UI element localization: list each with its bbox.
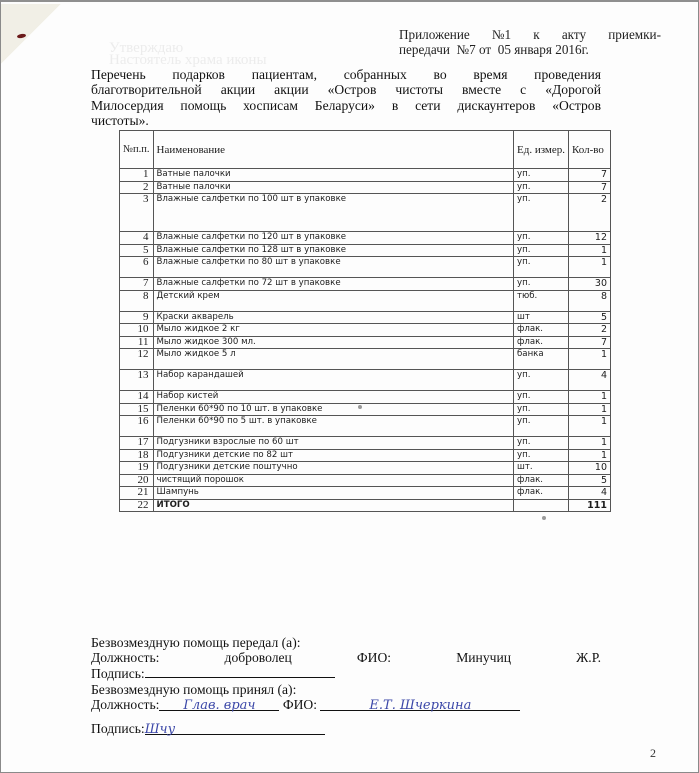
intro-line-1 — [91, 67, 601, 82]
received-by-label: Безвозмездную помощь принял (а): — [91, 681, 297, 697]
appendix-word: №1 — [491, 27, 512, 42]
header-unit: Ед. измер. — [514, 131, 569, 169]
item-quantity: 7 — [569, 169, 611, 182]
item-name: Мыло жидкое 300 мл. — [153, 336, 513, 349]
page-number: 2 — [650, 746, 656, 760]
item-quantity: 4 — [569, 370, 611, 391]
row-number: 7 — [120, 278, 154, 291]
signature-label: Подпись: — [91, 666, 145, 682]
intro-word: время — [473, 67, 508, 82]
ink-mark — [17, 33, 27, 39]
item-name: Влажные салфетки по 80 шт в упаковке — [153, 257, 513, 278]
item-name: Детский крем — [153, 290, 513, 311]
item-quantity: 5 — [569, 311, 611, 324]
item-quantity: 12 — [569, 232, 611, 245]
fio-label: ФИО: — [356, 650, 392, 666]
intro-line-4: чистоты». — [91, 112, 149, 128]
scan-speck — [542, 516, 546, 520]
table-row — [120, 336, 611, 349]
item-quantity: 5 — [569, 474, 611, 487]
appendix-word: акту — [561, 27, 587, 42]
item-quantity: 2 — [569, 194, 611, 232]
document-intro — [91, 67, 601, 128]
item-unit: флак. — [514, 487, 569, 500]
item-quantity: 7 — [569, 336, 611, 349]
item-unit: уп. — [514, 416, 569, 437]
row-number: 1 — [120, 169, 154, 182]
item-name: Ватные палочки — [153, 181, 513, 194]
item-unit: уп. — [514, 370, 569, 391]
row-number: 12 — [120, 349, 154, 370]
row-number: 16 — [120, 416, 154, 437]
row-number: 20 — [120, 474, 154, 487]
row-number: 11 — [120, 336, 154, 349]
intro-word: пациентам, — [251, 67, 317, 82]
header-quantity: Кол-во — [569, 131, 611, 169]
item-unit: флак. — [514, 324, 569, 337]
item-name: Набор карандашей — [153, 370, 513, 391]
item-name: Подгузники детские по 82 шт — [153, 449, 513, 462]
table-row — [120, 311, 611, 324]
item-unit: уп. — [514, 181, 569, 194]
item-name: Мыло жидкое 2 кг — [153, 324, 513, 337]
row-number: 4 — [120, 232, 154, 245]
row-number: 2 — [120, 181, 154, 194]
row-number: 14 — [120, 391, 154, 404]
table-row — [120, 416, 611, 437]
item-quantity: 1 — [569, 437, 611, 450]
appendix-line-1 — [399, 27, 661, 42]
item-quantity: 1 — [569, 449, 611, 462]
item-name: Мыло жидкое 5 л — [153, 349, 513, 370]
row-number: 3 — [120, 194, 154, 232]
item-quantity: 1 — [569, 391, 611, 404]
receiver-name-handwritten: Е.Т. Шчеркина — [320, 698, 520, 711]
row-number: 13 — [120, 370, 154, 391]
item-quantity: 4 — [569, 487, 611, 500]
receiver-signature-row — [91, 721, 601, 736]
item-unit: уп. — [514, 169, 569, 182]
item-quantity: 2 — [569, 324, 611, 337]
item-name: Пеленки 60*90 по 5 шт. в упаковке — [153, 416, 513, 437]
item-quantity: 30 — [569, 278, 611, 291]
gifts-table — [119, 130, 611, 512]
intro-word: подарков — [172, 67, 225, 82]
giver-signature-row — [91, 665, 601, 681]
item-quantity: 1 — [569, 244, 611, 257]
item-quantity: 10 — [569, 462, 611, 475]
table-row — [120, 194, 611, 232]
signature-block — [91, 635, 601, 736]
item-quantity: 1 — [569, 416, 611, 437]
item-quantity: 1 — [569, 349, 611, 370]
item-quantity: 7 — [569, 181, 611, 194]
row-number: 22 — [120, 499, 154, 512]
table-row — [120, 232, 611, 245]
item-unit: флак. — [514, 336, 569, 349]
header-name: Наименование — [153, 131, 513, 169]
fio-label: ФИО: — [282, 696, 317, 712]
item-name: Набор кистей — [153, 391, 513, 404]
giver-row — [91, 650, 601, 665]
bleed-through-text: Настоятель храма иконы — [109, 52, 267, 68]
appendix-word: приемки- — [608, 27, 661, 42]
scan-speck — [358, 405, 362, 409]
item-unit — [514, 499, 569, 512]
item-name: Ватные палочки — [153, 169, 513, 182]
receiver-signature-handwritten: Шчу — [145, 722, 325, 735]
intro-word: проведения — [534, 67, 601, 82]
item-unit: уп. — [514, 278, 569, 291]
table-row — [120, 244, 611, 257]
item-unit: уп. — [514, 391, 569, 404]
item-unit: уп. — [514, 232, 569, 245]
item-unit: банка — [514, 349, 569, 370]
item-name: Влажные салфетки по 120 шт в упаковке — [153, 232, 513, 245]
table-row — [120, 437, 611, 450]
item-name: Влажные салфетки по 128 шт в упаковке — [153, 244, 513, 257]
item-quantity: 8 — [569, 290, 611, 311]
table-row — [120, 391, 611, 404]
table-row — [120, 370, 611, 391]
intro-line-3: Милосердия помощь хосписам Беларуси» в сети дискаунтеров «Остров — [91, 97, 601, 113]
item-unit: флак. — [514, 474, 569, 487]
position-label: Должность: — [91, 696, 160, 712]
item-name: ИТОГО — [153, 499, 513, 512]
table-row — [120, 449, 611, 462]
table-header-row — [120, 131, 611, 169]
item-unit: уп. — [514, 403, 569, 416]
bleed-through-text: Утверждаю — [109, 40, 184, 56]
page-corner-fold — [1, 4, 61, 64]
receiver-position-handwritten: Глав. врач — [159, 698, 279, 711]
row-number: 18 — [120, 449, 154, 462]
header-number: №п.п. — [120, 131, 154, 169]
appendix-word: к — [533, 27, 540, 42]
item-quantity: 1 — [569, 257, 611, 278]
table-row — [120, 487, 611, 500]
table-row — [120, 324, 611, 337]
item-unit: шт — [514, 311, 569, 324]
given-by-label: Безвозмездную помощь передал (а): — [91, 635, 301, 650]
appendix-word: Приложение — [399, 27, 470, 42]
row-number: 19 — [120, 462, 154, 475]
table-row — [120, 181, 611, 194]
intro-word: собранных — [343, 67, 407, 82]
appendix-reference — [399, 27, 661, 57]
item-unit: уп. — [514, 257, 569, 278]
row-number: 17 — [120, 437, 154, 450]
item-name: Влажные салфетки по 72 шт в упаковке — [153, 278, 513, 291]
giver-name: Минучиц — [456, 650, 512, 666]
table-row — [120, 169, 611, 182]
table-row — [120, 278, 611, 291]
intro-line-2: благотворительной акции акции «Остров чистоты вместе с «Дорогой — [91, 82, 601, 98]
row-number: 21 — [120, 487, 154, 500]
item-name: Шампунь — [153, 487, 513, 500]
item-unit: тюб. — [514, 290, 569, 311]
item-quantity: 1 — [569, 403, 611, 416]
table-row — [120, 474, 611, 487]
table-row — [120, 349, 611, 370]
item-unit: уп. — [514, 194, 569, 232]
table-row — [120, 290, 611, 311]
table-body — [120, 169, 611, 512]
item-quantity: 111 — [569, 499, 611, 512]
table-row — [120, 257, 611, 278]
giver-initials: Ж.Р. — [576, 650, 601, 666]
item-name: чистящий порошок — [153, 474, 513, 487]
signature-label: Подпись: — [91, 721, 145, 737]
receiver-row — [91, 697, 601, 712]
table-row — [120, 403, 611, 416]
item-unit: шт. — [514, 462, 569, 475]
position-label: Должность: — [91, 650, 160, 666]
table-total-row — [120, 499, 611, 512]
intro-word: Перечень — [91, 67, 146, 82]
row-number: 8 — [120, 290, 154, 311]
row-number: 6 — [120, 257, 154, 278]
signature-line — [145, 665, 335, 678]
row-number: 5 — [120, 244, 154, 257]
item-name: Подгузники взрослые по 60 шт — [153, 437, 513, 450]
appendix-line-2: передачи №7 от 05 января 2016г. — [399, 42, 589, 57]
intro-word: во — [433, 67, 447, 82]
item-name: Пеленки 60*90 по 10 шт. в упаковке — [153, 403, 513, 416]
item-name: Подгузники детские поштучно — [153, 462, 513, 475]
table-row — [120, 462, 611, 475]
giver-position: доброволец — [224, 650, 292, 666]
item-name: Краски акварель — [153, 311, 513, 324]
item-unit: уп. — [514, 437, 569, 450]
item-unit: уп. — [514, 244, 569, 257]
item-name: Влажные салфетки по 100 шт в упаковке — [153, 194, 513, 232]
row-number: 10 — [120, 324, 154, 337]
item-unit: уп. — [514, 449, 569, 462]
row-number: 9 — [120, 311, 154, 324]
row-number: 15 — [120, 403, 154, 416]
